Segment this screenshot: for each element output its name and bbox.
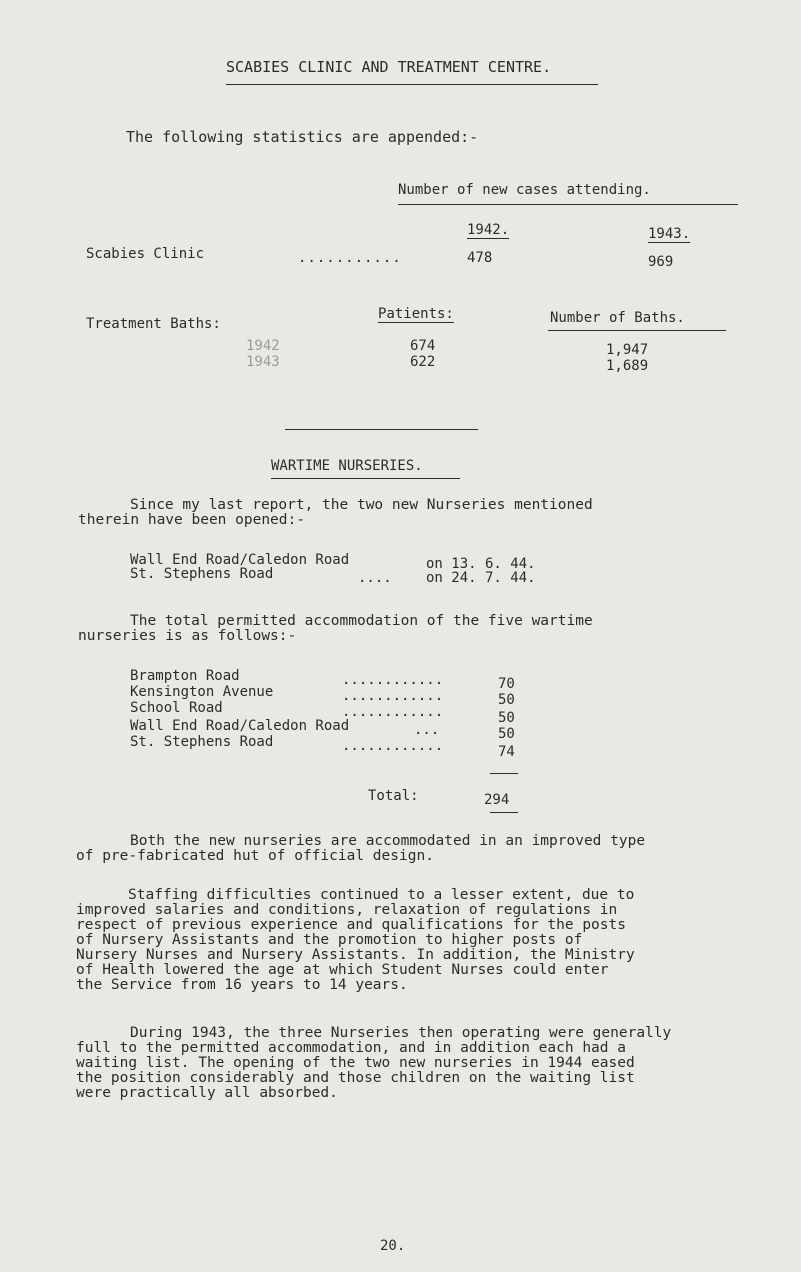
baths-col-number: Number of Baths. — [550, 310, 685, 326]
page-number: 20. — [380, 1238, 406, 1254]
baths-row-year: 1942 — [246, 338, 280, 354]
accommodation-value: 50 — [498, 692, 515, 708]
accommodation-value: 74 — [498, 744, 515, 760]
accommodation-value: 50 — [498, 726, 515, 742]
accommodation-name: Wall End Road/Caledon Road — [130, 718, 350, 734]
opening-date: on 13. 6. 44. — [426, 556, 536, 572]
section-divider — [285, 429, 478, 430]
accommodation-dots: ............ — [342, 688, 444, 704]
section-heading-underline — [271, 478, 460, 479]
clinic-year-1943: 1943. — [648, 226, 691, 242]
opening-dots: .... — [358, 570, 392, 586]
baths-row-year: 1943 — [246, 354, 280, 370]
opening-name: Wall End Road/Caledon Road — [130, 552, 350, 568]
baths-col-underline — [548, 330, 726, 331]
total-rule-top — [490, 773, 518, 774]
paragraph-prefab: Both the new nurseries are accommodated in an improved type of pre-fabricated hut of official design. — [76, 833, 646, 864]
opening-date: on 24. 7. 44. — [426, 570, 536, 586]
baths-row-patients: 674 — [410, 338, 436, 354]
page-title: SCABIES CLINIC AND TREATMENT CENTRE. — [226, 58, 552, 76]
accommodation-dots: ............ — [342, 738, 444, 754]
clinic-header-underline — [398, 204, 738, 205]
total-label: Total: — [368, 788, 419, 804]
title-underline — [226, 84, 598, 85]
accommodation-dots: ............ — [342, 672, 444, 688]
baths-col-patients: Patients: — [378, 306, 454, 322]
accommodation-name: St. Stephens Road — [130, 734, 274, 750]
baths-row-count: 1,947 — [606, 342, 649, 358]
accommodation-name: Kensington Avenue — [130, 684, 274, 700]
accommodation-name: School Road — [130, 700, 223, 716]
paragraph-accommodation: The total permitted accommodation of the five wartime nurseries is as follows:- — [78, 613, 593, 644]
intro-text: The following statistics are appended:- — [126, 128, 479, 146]
paragraph-1943: During 1943, the three Nurseries then operating were generally full to the permitted accommodation, and in addition each had a waiting list. The opening of the two new nurseries in 1944 eased the position considerably and those children on the waiting list were practically all absorbed. — [76, 1025, 672, 1101]
opening-name: St. Stephens Road — [130, 566, 274, 582]
paragraph-new-nurseries: Since my last report, the two new Nurseries mentioned therein have been opened:- — [78, 497, 593, 528]
baths-label: Treatment Baths: — [86, 316, 221, 332]
section-heading: WARTIME NURSERIES. — [271, 458, 423, 474]
clinic-value-1942: 478 — [467, 250, 493, 266]
accommodation-dots: ... — [414, 722, 440, 738]
clinic-row-label: Scabies Clinic — [86, 246, 205, 262]
total-rule-bottom — [490, 812, 518, 813]
clinic-year-1942: 1942. — [467, 222, 510, 238]
clinic-row-dots: ........... — [298, 250, 402, 266]
baths-row-patients: 622 — [410, 354, 436, 370]
paragraph-staffing: Staffing difficulties continued to a lesser extent, due to improved salaries and conditions, relaxation of regulations in respect of previous experience and qualifications for the posts of Nursery Assistants and the promotion to higher posts of Nursery Nurses and Nursery Assistants. In addition, the Ministry of Health lowered the age at which Student Nurses could enter the Service from 16 years to 14 years. — [76, 887, 635, 993]
accommodation-dots: ............ — [342, 704, 444, 720]
baths-row-count: 1,689 — [606, 358, 649, 374]
accommodation-name: Brampton Road — [130, 668, 240, 684]
total-value: 294 — [484, 792, 510, 808]
accommodation-value: 50 — [498, 710, 515, 726]
clinic-column-header: Number of new cases attending. — [398, 182, 651, 198]
clinic-value-1943: 969 — [648, 254, 674, 270]
accommodation-value: 70 — [498, 676, 515, 692]
